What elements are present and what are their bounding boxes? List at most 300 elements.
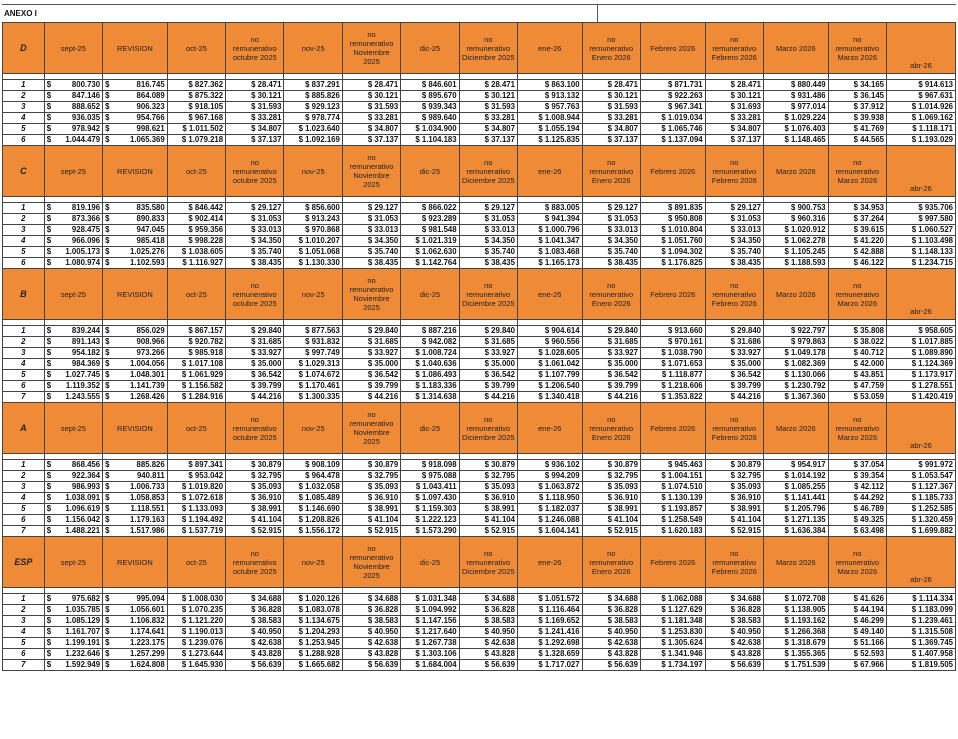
amount-cell: $ 1.038.790: [640, 348, 705, 359]
table-row: [3, 80, 956, 91]
amount-cell: $ 31.693: [705, 102, 763, 113]
amount-value: 908.966: [136, 337, 165, 346]
amount-value: 966.096: [71, 236, 101, 245]
amount-cell: $ 35.740: [459, 247, 517, 258]
column-header: sept-25: [44, 23, 102, 74]
amount-cell: [103, 482, 168, 493]
currency-symbol: $: [105, 203, 110, 212]
amount-cell: [103, 102, 168, 113]
amount-cell: $ 1.420.419: [887, 392, 956, 403]
amount-cell: $ 31.053: [342, 214, 400, 225]
currency-symbol: $: [105, 348, 110, 357]
amount-cell: $ 1.029.313: [284, 359, 342, 370]
column-header: nov-25: [284, 403, 342, 454]
amount-cell: $ 989.640: [401, 113, 459, 124]
table-row: [3, 649, 956, 660]
amount-cell: $ 900.753: [764, 203, 829, 214]
currency-symbol: $: [46, 348, 52, 357]
amount-value: 954.182: [71, 348, 101, 357]
amount-cell: $ 36.542: [582, 370, 640, 381]
amount-cell: $ 29.840: [342, 326, 400, 337]
amount-cell: $ 30.121: [582, 91, 640, 102]
amount-cell: $ 1.252.585: [887, 504, 956, 515]
amount-cell: $ 875.322: [167, 91, 225, 102]
column-header: no remunerativo Marzo 2026: [828, 403, 886, 454]
amount-cell: $ 1.023.640: [284, 124, 342, 135]
amount-cell: $ 1.185.733: [887, 493, 956, 504]
amount-cell: $ 42.638: [705, 638, 763, 649]
amount-cell: $ 953.042: [167, 471, 225, 482]
amount-cell: [103, 348, 168, 359]
amount-cell: $ 1.069.162: [887, 113, 956, 124]
amount-value: 1.156.042: [65, 515, 101, 524]
amount-cell: $ 1.014.926: [887, 102, 956, 113]
amount-cell: $ 67.966: [828, 660, 886, 671]
amount-cell: $ 1.303.106: [401, 649, 459, 660]
amount-cell: $ 1.124.369: [887, 359, 956, 370]
amount-cell: $ 32.795: [459, 471, 517, 482]
amount-cell: $ 34.807: [342, 124, 400, 135]
amount-value: 856.029: [136, 326, 165, 335]
column-header: no remunerativo Marzo 2026: [828, 269, 886, 320]
column-header: no remunerativo Febrero 2026: [705, 403, 763, 454]
amount-cell: $ 1.028.605: [517, 348, 582, 359]
currency-symbol: $: [105, 638, 110, 647]
amount-cell: $ 942.082: [401, 337, 459, 348]
amount-value: 1.119.352: [65, 381, 101, 390]
currency-symbol: $: [105, 359, 110, 368]
amount-cell: $ 1.055.194: [517, 124, 582, 135]
amount-cell: $ 897.341: [167, 460, 225, 471]
amount-cell: $ 34.688: [582, 594, 640, 605]
currency-symbol: $: [105, 124, 110, 133]
amount-cell: $ 981.548: [401, 225, 459, 236]
amount-cell: $ 1.082.369: [764, 359, 829, 370]
amount-cell: $ 1.315.508: [887, 627, 956, 638]
column-header: REVISION: [103, 146, 168, 197]
amount-cell: $ 1.234.715: [887, 258, 956, 269]
amount-cell: $ 39.799: [342, 381, 400, 392]
amount-cell: $ 1.148.133: [887, 247, 956, 258]
amount-cell: $ 41.104: [226, 515, 284, 526]
column-header: REVISION: [103, 537, 168, 588]
amount-cell: $ 1.118.950: [517, 493, 582, 504]
currency-symbol: $: [105, 460, 110, 469]
amount-value: 1.232.646: [65, 649, 101, 658]
amount-value: 1.096.619: [65, 504, 101, 513]
category-index: 4: [3, 113, 45, 124]
category-index: 5: [3, 247, 45, 258]
category-index: 7: [3, 526, 45, 537]
amount-cell: $ 38.991: [459, 504, 517, 515]
column-header: nov-25: [284, 269, 342, 320]
amount-cell: $ 1.004.151: [640, 471, 705, 482]
column-header: no remunerativo Noviembre 2025: [342, 269, 400, 320]
amount-value: 1.038.091: [65, 493, 101, 502]
column-header: no remunerativo Febrero 2026: [705, 537, 763, 588]
amount-cell: $ 908.109: [284, 460, 342, 471]
amount-cell: $ 39.354: [828, 471, 886, 482]
amount-cell: $ 1.062.088: [640, 594, 705, 605]
amount-cell: $ 960.316: [764, 214, 829, 225]
currency-symbol: $: [46, 203, 52, 212]
amount-cell: $ 1.038.605: [167, 247, 225, 258]
amount-cell: [103, 113, 168, 124]
amount-cell: [44, 258, 102, 269]
currency-symbol: $: [105, 337, 110, 346]
group-header-row: [3, 403, 956, 454]
amount-cell: $ 28.471: [459, 80, 517, 91]
amount-cell: $ 31.593: [582, 102, 640, 113]
column-header: oct-25: [167, 403, 225, 454]
amount-cell: $ 46.299: [828, 616, 886, 627]
amount-cell: [103, 370, 168, 381]
amount-cell: [103, 460, 168, 471]
amount-cell: $ 35.000: [705, 359, 763, 370]
amount-cell: $ 52.915: [582, 526, 640, 537]
amount-cell: $ 1.148.465: [764, 135, 829, 146]
amount-cell: $ 39.799: [226, 381, 284, 392]
amount-cell: $ 1.103.498: [887, 236, 956, 247]
amount-value: 1.161.707: [65, 627, 101, 636]
amount-cell: $ 29.840: [459, 326, 517, 337]
column-header: no remunerativo Enero 2026: [582, 23, 640, 74]
column-header: Febrero 2026: [640, 269, 705, 320]
column-header: abr-26: [887, 537, 956, 588]
amount-cell: [103, 381, 168, 392]
amount-cell: $ 1.031.348: [401, 594, 459, 605]
amount-value: 1.080.974: [65, 258, 101, 267]
amount-cell: $ 43.828: [226, 649, 284, 660]
amount-cell: $ 33.927: [582, 348, 640, 359]
currency-symbol: $: [46, 370, 52, 379]
amount-cell: $ 31.593: [226, 102, 284, 113]
amount-value: 819.196: [71, 203, 101, 212]
amount-cell: $ 1.070.235: [167, 605, 225, 616]
amount-cell: $ 967.168: [167, 113, 225, 124]
category-index: 1: [3, 80, 45, 91]
amount-cell: $ 1.188.593: [764, 258, 829, 269]
amount-value: 1.048.301: [130, 370, 165, 379]
amount-value: 1.027.745: [65, 370, 101, 379]
amount-cell: $ 1.205.796: [764, 504, 829, 515]
amount-cell: $ 30.879: [226, 460, 284, 471]
amount-cell: $ 1.079.218: [167, 135, 225, 146]
amount-cell: $ 978.774: [284, 113, 342, 124]
currency-symbol: $: [46, 91, 52, 100]
amount-cell: [103, 526, 168, 537]
amount-cell: $ 39.938: [828, 113, 886, 124]
amount-cell: $ 827.362: [167, 80, 225, 91]
amount-cell: $ 1.074.510: [640, 482, 705, 493]
top-rule-divider: [597, 4, 598, 22]
amount-cell: $ 880.449: [764, 80, 829, 91]
amount-cell: [103, 660, 168, 671]
amount-value: 947.045: [136, 225, 165, 234]
amount-cell: $ 1.127.629: [640, 605, 705, 616]
amount-cell: $ 1.204.293: [284, 627, 342, 638]
amount-cell: $ 36.145: [828, 91, 886, 102]
group-label: C: [3, 146, 45, 197]
amount-cell: $ 1.116.464: [517, 605, 582, 616]
amount-cell: $ 41.104: [582, 515, 640, 526]
category-index: 2: [3, 91, 45, 102]
amount-cell: [44, 493, 102, 504]
amount-cell: $ 1.176.825: [640, 258, 705, 269]
amount-cell: $ 42.112: [828, 482, 886, 493]
amount-cell: $ 44.194: [828, 605, 886, 616]
amount-value: 1.065.369: [130, 135, 165, 144]
amount-cell: $ 856.600: [284, 203, 342, 214]
amount-cell: [44, 381, 102, 392]
amount-cell: $ 52.593: [828, 649, 886, 660]
table-row: [3, 203, 956, 214]
amount-cell: $ 42.638: [226, 638, 284, 649]
amount-cell: $ 52.915: [342, 526, 400, 537]
amount-value: 1.488.221: [65, 526, 101, 535]
column-header: abr-26: [887, 23, 956, 74]
amount-cell: [44, 605, 102, 616]
amount-cell: $ 914.613: [887, 80, 956, 91]
column-header: no remunerativo Diciembre 2025: [459, 146, 517, 197]
category-index: 1: [3, 594, 45, 605]
amount-cell: $ 994.209: [517, 471, 582, 482]
table-row: [3, 337, 956, 348]
column-header: nov-25: [284, 146, 342, 197]
amount-cell: [103, 135, 168, 146]
column-header: REVISION: [103, 23, 168, 74]
amount-cell: $ 28.471: [705, 80, 763, 91]
amount-cell: $ 30.879: [342, 460, 400, 471]
amount-cell: $ 1.156.582: [167, 381, 225, 392]
column-header: ene-26: [517, 537, 582, 588]
amount-cell: $ 1.206.540: [517, 381, 582, 392]
column-header: no remunerativo Enero 2026: [582, 537, 640, 588]
amount-cell: $ 985.918: [167, 348, 225, 359]
amount-cell: $ 863.100: [517, 80, 582, 91]
amount-cell: $ 1.138.905: [764, 605, 829, 616]
group-label: ESP: [3, 537, 45, 588]
amount-cell: [103, 80, 168, 91]
amount-cell: $ 39.799: [582, 381, 640, 392]
amount-cell: $ 34.688: [705, 594, 763, 605]
amount-cell: $ 1.118.877: [640, 370, 705, 381]
currency-symbol: $: [105, 326, 110, 335]
amount-cell: $ 35.740: [342, 247, 400, 258]
category-index: 2: [3, 337, 45, 348]
amount-cell: $ 991.972: [887, 460, 956, 471]
amount-cell: $ 846.442: [167, 203, 225, 214]
column-header: Febrero 2026: [640, 23, 705, 74]
amount-cell: [103, 258, 168, 269]
amount-value: 1.243.555: [65, 392, 101, 401]
amount-cell: $ 997.749: [284, 348, 342, 359]
amount-cell: $ 33.281: [459, 113, 517, 124]
amount-cell: $ 38.435: [582, 258, 640, 269]
amount-cell: $ 49.140: [828, 627, 886, 638]
amount-cell: $ 846.601: [401, 80, 459, 91]
category-index: 3: [3, 482, 45, 493]
amount-cell: $ 877.563: [284, 326, 342, 337]
amount-value: 954.766: [136, 113, 165, 122]
amount-value: 1.044.479: [65, 135, 101, 144]
amount-cell: $ 42.888: [828, 247, 886, 258]
amount-cell: $ 867.157: [167, 326, 225, 337]
amount-cell: $ 1.717.027: [517, 660, 582, 671]
category-index: 5: [3, 638, 45, 649]
amount-cell: $ 1.734.197: [640, 660, 705, 671]
amount-cell: $ 33.013: [582, 225, 640, 236]
amount-cell: $ 1.239.076: [167, 638, 225, 649]
column-header: abr-26: [887, 269, 956, 320]
amount-cell: [44, 124, 102, 135]
amount-cell: $ 31.593: [342, 102, 400, 113]
amount-cell: $ 46.789: [828, 504, 886, 515]
category-index: 3: [3, 102, 45, 113]
group-header-row: [3, 537, 956, 588]
amount-value: 984.369: [71, 359, 101, 368]
amount-cell: $ 945.463: [640, 460, 705, 471]
amount-cell: $ 1.193.857: [640, 504, 705, 515]
amount-cell: $ 44.216: [342, 392, 400, 403]
amount-cell: $ 41.104: [342, 515, 400, 526]
amount-cell: $ 29.127: [459, 203, 517, 214]
amount-cell: [44, 203, 102, 214]
amount-cell: $ 1.061.042: [517, 359, 582, 370]
amount-cell: $ 837.291: [284, 80, 342, 91]
table-row: [3, 616, 956, 627]
amount-value: 998.621: [136, 124, 165, 133]
amount-cell: $ 1.072.618: [167, 493, 225, 504]
amount-value: 1.517.986: [130, 526, 165, 535]
amount-value: 922.364: [71, 471, 101, 480]
table-row: [3, 392, 956, 403]
amount-cell: $ 36.910: [226, 493, 284, 504]
amount-value: 1.058.853: [130, 493, 165, 502]
amount-cell: $ 35.000: [226, 359, 284, 370]
amount-cell: $ 39.799: [705, 381, 763, 392]
amount-cell: $ 38.435: [705, 258, 763, 269]
amount-cell: [44, 80, 102, 91]
column-header: no remunerativo Noviembre 2025: [342, 146, 400, 197]
amount-cell: $ 31.685: [459, 337, 517, 348]
amount-cell: $ 1.181.348: [640, 616, 705, 627]
table-row: [3, 460, 956, 471]
amount-cell: $ 51.166: [828, 638, 886, 649]
amount-cell: [103, 214, 168, 225]
table-row: [3, 493, 956, 504]
amount-cell: $ 35.093: [226, 482, 284, 493]
amount-cell: $ 1.019.034: [640, 113, 705, 124]
currency-symbol: $: [105, 247, 110, 256]
amount-cell: $ 35.740: [705, 247, 763, 258]
amount-cell: $ 1.121.220: [167, 616, 225, 627]
amount-cell: $ 38.435: [226, 258, 284, 269]
column-header: no remunerativo octubre 2025: [226, 23, 284, 74]
amount-cell: $ 1.258.549: [640, 515, 705, 526]
amount-value: 978.942: [71, 124, 101, 133]
column-header: Marzo 2026: [764, 269, 829, 320]
amount-value: 891.143: [71, 337, 101, 346]
amount-cell: $ 1.133.093: [167, 504, 225, 515]
amount-cell: $ 28.471: [342, 80, 400, 91]
column-header: sept-25: [44, 146, 102, 197]
amount-value: 906.323: [136, 102, 165, 111]
amount-cell: $ 950.808: [640, 214, 705, 225]
amount-cell: $ 43.851: [828, 370, 886, 381]
amount-cell: $ 1.041.347: [517, 236, 582, 247]
amount-cell: $ 1.127.367: [887, 482, 956, 493]
amount-cell: $ 1.083.468: [517, 247, 582, 258]
currency-symbol: $: [46, 236, 52, 245]
currency-symbol: $: [46, 381, 52, 390]
amount-cell: $ 36.828: [226, 605, 284, 616]
amount-cell: $ 34.350: [459, 236, 517, 247]
amount-cell: $ 1.173.917: [887, 370, 956, 381]
column-header: Febrero 2026: [640, 537, 705, 588]
amount-cell: $ 30.879: [705, 460, 763, 471]
amount-cell: $ 1.060.527: [887, 225, 956, 236]
table-row: [3, 526, 956, 537]
currency-symbol: $: [46, 526, 52, 535]
amount-cell: $ 42.638: [459, 638, 517, 649]
amount-cell: [44, 337, 102, 348]
amount-value: 1.006.733: [130, 482, 165, 491]
amount-cell: $ 36.910: [342, 493, 400, 504]
amount-cell: $ 33.281: [342, 113, 400, 124]
amount-cell: $ 959.356: [167, 225, 225, 236]
amount-cell: $ 1.165.173: [517, 258, 582, 269]
currency-symbol: $: [46, 660, 52, 669]
amount-cell: $ 1.292.698: [517, 638, 582, 649]
amount-value: 928.475: [71, 225, 101, 234]
amount-value: 1.102.593: [130, 258, 165, 267]
table-row: [3, 225, 956, 236]
amount-cell: $ 1.089.890: [887, 348, 956, 359]
category-index: 3: [3, 348, 45, 359]
currency-symbol: $: [105, 649, 110, 658]
column-header: oct-25: [167, 146, 225, 197]
amount-cell: $ 35.000: [342, 359, 400, 370]
column-header: no remunerativo Enero 2026: [582, 269, 640, 320]
amount-cell: $ 1.008.030: [167, 594, 225, 605]
column-header: ene-26: [517, 403, 582, 454]
amount-cell: $ 40.950: [705, 627, 763, 638]
amount-cell: [103, 337, 168, 348]
amount-cell: [44, 471, 102, 482]
amount-cell: $ 913.132: [517, 91, 582, 102]
table-row: [3, 594, 956, 605]
currency-symbol: $: [46, 515, 52, 524]
amount-cell: $ 1.065.746: [640, 124, 705, 135]
amount-cell: $ 29.127: [226, 203, 284, 214]
amount-cell: $ 1.217.640: [401, 627, 459, 638]
amount-cell: $ 37.054: [828, 460, 886, 471]
amount-cell: $ 1.273.644: [167, 649, 225, 660]
amount-cell: $ 29.127: [705, 203, 763, 214]
amount-cell: $ 33.013: [226, 225, 284, 236]
category-index: 2: [3, 214, 45, 225]
amount-cell: [103, 627, 168, 638]
currency-symbol: $: [105, 370, 110, 379]
amount-cell: $ 1.300.335: [284, 392, 342, 403]
amount-cell: $ 1.367.360: [764, 392, 829, 403]
column-header: no remunerativo Diciembre 2025: [459, 403, 517, 454]
amount-cell: $ 929.123: [284, 102, 342, 113]
amount-value: 940.811: [136, 471, 165, 480]
amount-cell: $ 49.325: [828, 515, 886, 526]
column-header: nov-25: [284, 23, 342, 74]
